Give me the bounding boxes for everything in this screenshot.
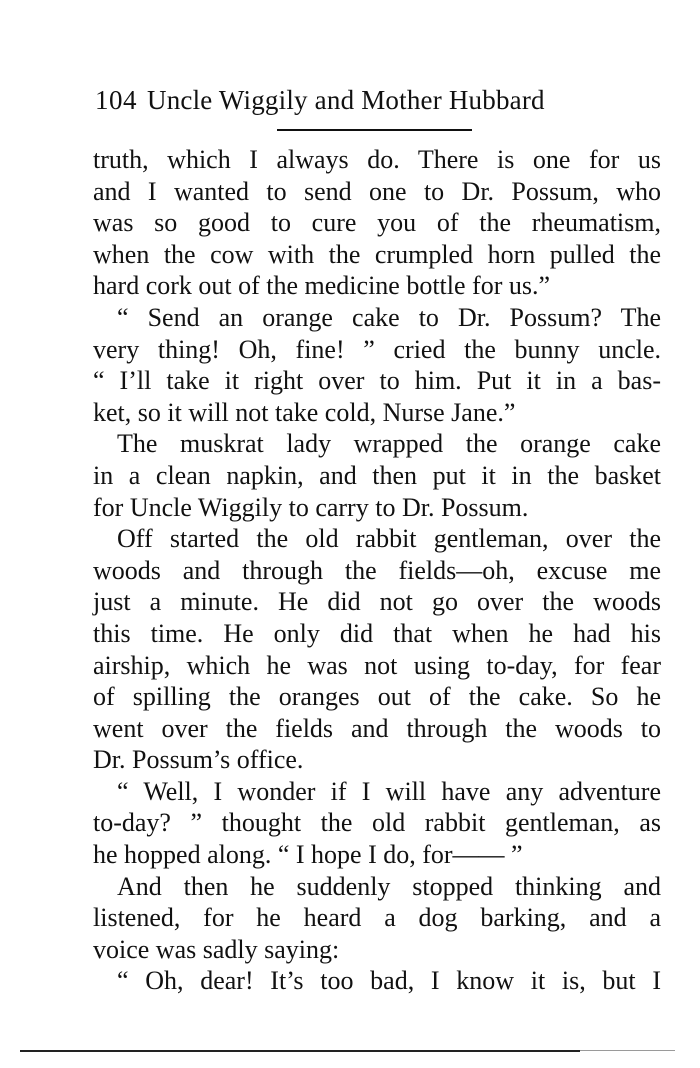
text-line: of spilling the oranges out of the cake. So he (93, 682, 661, 712)
text-line: he hopped along. “ I hope I do, for—— ” (93, 840, 523, 870)
text-line: very thing! Oh, fine! ” cried the bunny uncle. (93, 334, 661, 364)
text-line: was so good to cure you of the rheumatism, (93, 208, 661, 238)
text-line: voice was sadly saying: (93, 934, 340, 964)
text-line: “ I’ll take it right over to him. Put it in a bas- (93, 366, 661, 396)
text-line: The muskrat lady wrapped the orange cake (117, 429, 661, 459)
text-line: listened, for he heard a dog barking, and a (93, 903, 661, 933)
running-title: Uncle Wiggily and Mother Hubbard (147, 85, 545, 115)
body-text (93, 144, 661, 997)
text-line: when the cow with the crumpled horn pulled the (93, 239, 661, 269)
text-line: hard cork out of the medicine bottle for us.” (93, 271, 551, 301)
text-line: went over the fields and through the woods to (93, 713, 661, 743)
page-number: 104 (95, 85, 137, 115)
text-line: Off started the old rabbit gentleman, over the (117, 524, 661, 554)
text-line: to-day? ” thought the old rabbit gentleman, as (93, 808, 661, 838)
text-line: airship, which he was not using to-day, for fear (93, 650, 661, 680)
text-line: truth, which I always do. There is one for us (93, 145, 661, 174)
page-header (95, 82, 640, 118)
text-line: “ Oh, dear! It’s too bad, I know it is, but I (117, 966, 661, 996)
header-rule (277, 129, 472, 131)
bottom-edge-rule-faint (580, 1050, 675, 1051)
text-line: “ Well, I wonder if I will have any adventure (117, 776, 661, 806)
text-line: for Uncle Wiggily to carry to Dr. Possum. (93, 492, 529, 522)
text-line: this time. He only did that when he had his (93, 618, 661, 648)
text-line: in a clean napkin, and then put it in the basket (93, 460, 661, 490)
bottom-edge-rule (20, 1050, 580, 1052)
text-line: and I wanted to send one to Dr. Possum, who (93, 176, 661, 206)
text-line: And then he suddenly stopped thinking and (117, 871, 661, 901)
text-line: “ Send an orange cake to Dr. Possum? The (117, 302, 661, 332)
text-line: woods and through the fields—oh, excuse me (93, 555, 661, 585)
text-line: Dr. Possum’s office. (93, 745, 304, 775)
text-line: ket, so it will not take cold, Nurse Jane.” (93, 397, 516, 427)
text-line: just a minute. He did not go over the woods (93, 587, 661, 617)
